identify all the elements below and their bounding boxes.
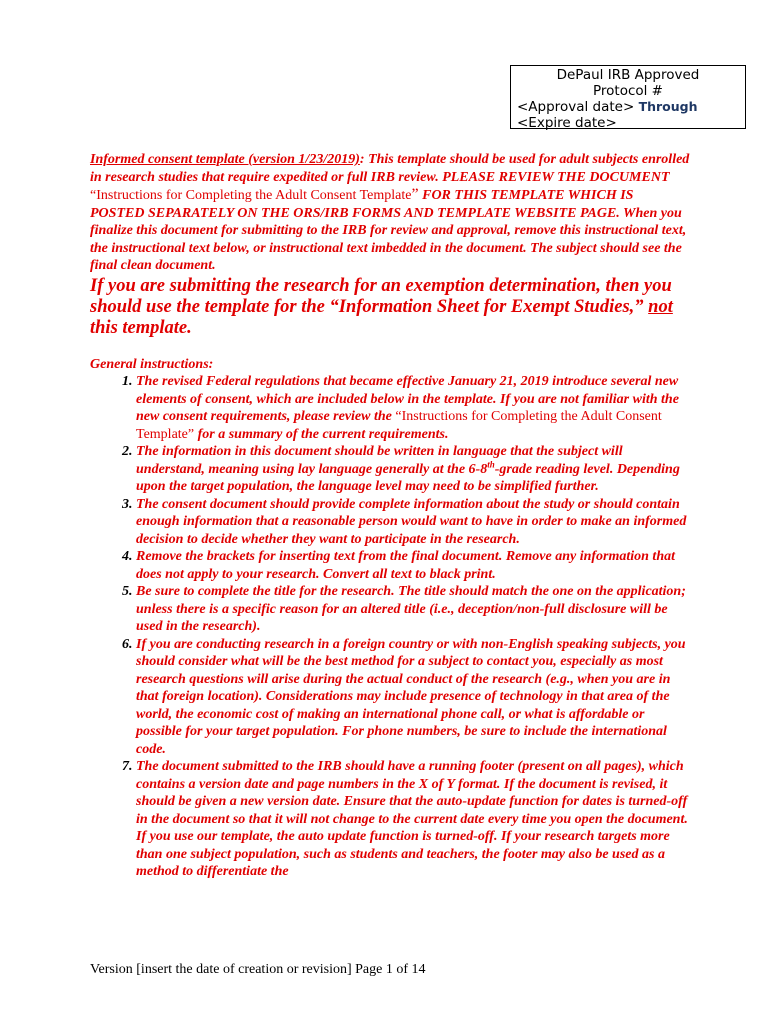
approval-line-4: <Expire date> (517, 115, 617, 131)
general-instructions-title: General instructions: (90, 356, 214, 372)
exempt-text-2: this template. (90, 317, 192, 338)
approval-line-1: DePaul IRB Approved (556, 67, 700, 83)
approval-date: <Approval date> (517, 99, 635, 115)
item-1-doc-name: “Instructions for Completing the Adult Consent Template” (136, 409, 662, 442)
list-item (136, 373, 690, 443)
approval-line-3 (517, 99, 745, 115)
page-footer: Version [insert the date of creation or revision] Page 1 of 14 (90, 962, 426, 977)
approval-line-2: Protocol # (592, 83, 663, 99)
irb-approval-box (510, 65, 746, 129)
through-label: Through (638, 99, 698, 114)
list-item: 3. The consent document should provide complete information about the study or should contain enough information that a reasonable person would want to have in order to make an informed decision to decide whether they want to participate in the research. (136, 496, 690, 549)
intro-paragraph (90, 151, 690, 275)
exempt-not: not (648, 296, 673, 317)
intro-quote: ” (411, 186, 419, 203)
intro-doc-name: “Instructions for Completing the Adult Consent Template (90, 188, 412, 203)
list-item: 6. If you are conducting research in a foreign country or with non-English speaking subjects, you should consider what will be the best method for a subject to contact you, especially as most research questions will arise during the actual conduct of the research (e.g., when you are in that foreign location). Considerations may include presence of technology in that area of the world, the economic cost of making an international phone call, or what is affordable or possible for your target population. For phone numbers, be sure to include the international code. (136, 636, 690, 759)
item-1-text-end: for a summary of the current requirements. (194, 426, 449, 442)
instruction-list (90, 373, 690, 881)
list-item: 5. Be sure to complete the title for the research. The title should match the one on the application; unless there is a specific reason for an altered title (i.e., deception/non-full disclosure will be used in the research). (136, 583, 690, 636)
document-body (90, 151, 690, 881)
exempt-paragraph (90, 276, 690, 339)
list-item (136, 443, 690, 496)
intro-text-2: FOR THIS TEMPLATE WHICH IS POSTED SEPARATELY ON THE ORS/IRB FORMS AND TEMPLATE WEBSITE PAGE. When you finalize this document for submitting to the IRB for review and approval, remove this instructional text, the instructional text below, or instructional text imbedded in the document. The subject should see the final clean document. (90, 188, 687, 273)
intro-text-1: This template should be used for adult subjects enrolled in research studies that require expedited or full IRB review. PLEASE REVIEW THE DOCUMENT (90, 152, 690, 185)
exempt-text-1: If you are submitting the research for an exemption determination, then you should use the template for the “Information Sheet for Exempt Studies,” (90, 275, 672, 317)
list-item: 4. Remove the brackets for inserting text from the final document. Remove any information that does not apply to your research. Convert all text to black print. (136, 548, 690, 583)
item-2-superscript: th (487, 458, 495, 469)
list-item: 7. The document submitted to the IRB should have a running footer (present on all pages), which contains a version date and page numbers in the X of Y format. If the document is revised, it should be given a new version date. Ensure that the auto-update function for dates is turned-off in the document so that it will not change to the current date every time you open the document. If you use our template, the auto update function is turned-off. If your research targets more than one subject population, such as students and teachers, the footer may also be used as a method to differentiate the (136, 758, 690, 881)
item-2-text-end: -grade reading level. Depending upon the target population, the language level may need to be simplified further. (136, 461, 680, 494)
item-1-text: The revised Federal regulations that became effective January 21, 2019 introduce several new elements of consent, which are included below in the template. If you are not familiar with the new consent requirements, please review the (136, 374, 679, 424)
intro-colon: : (359, 152, 365, 167)
item-2-text: The information in this document should be written in language that the subject will understand, meaning using lay language generally at the 6-8 (136, 444, 623, 477)
intro-title: Informed consent template (version 1/23/2019) (90, 152, 360, 167)
